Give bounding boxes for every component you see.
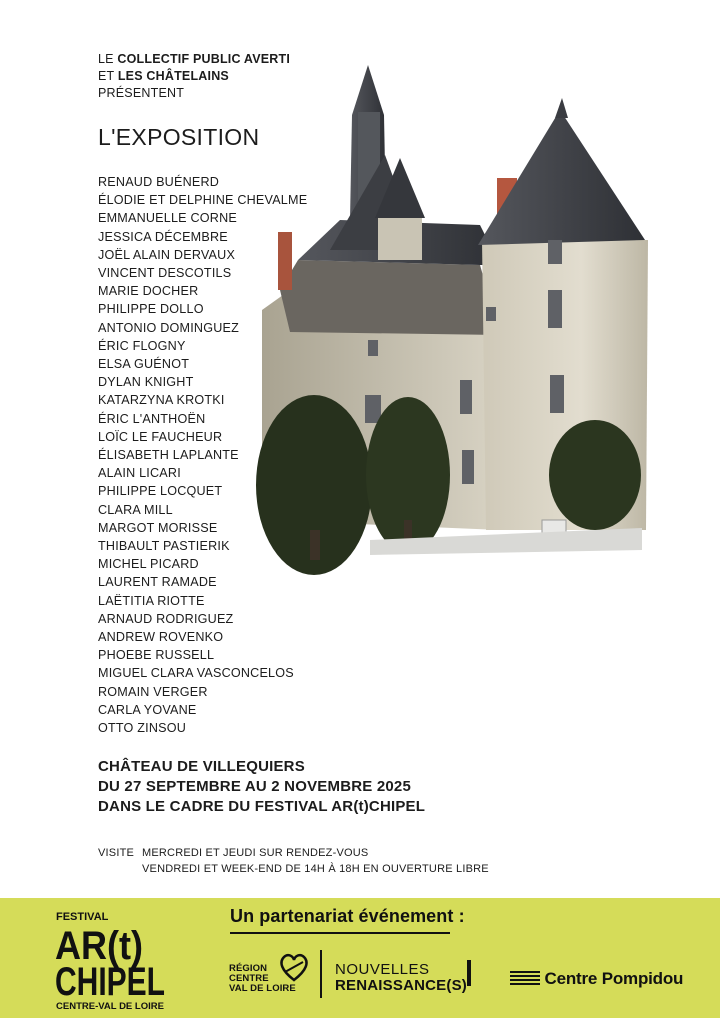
partnership-underline (230, 932, 450, 934)
nouvelles-renaissances-logo: NOUVELLES RENAISSANCE(S) (335, 961, 467, 994)
nouvelles-exclamation-mark (467, 960, 471, 986)
castle-illustration (250, 50, 662, 565)
artist-name: DYLAN KNIGHT (98, 375, 194, 390)
artist-name: MARGOT MORISSE (98, 520, 218, 535)
logo-festival-word: FESTIVAL (56, 911, 109, 923)
artist-name: ANDREW ROVENKO (98, 630, 224, 645)
artist-name: ÉRIC L'ANTHOËN (98, 411, 206, 426)
artist-name: MARIE DOCHER (98, 284, 199, 299)
artist-name: CARLA YOVANE (98, 702, 197, 717)
collectif-name: COLLECTIF PUBLIC AVERTI (117, 52, 291, 66)
artist-name: JESSICA DÉCEMBRE (98, 229, 228, 244)
artist-name: VINCENT DESCOTILS (98, 266, 232, 281)
artist-name: PHOEBE RUSSELL (98, 648, 215, 663)
logo-region-word: CENTRE-VAL DE LOIRE (56, 1001, 164, 1012)
festival-archipel-logo (55, 909, 170, 1011)
logo-art-word: AR(t) (55, 924, 143, 968)
centre-pompidou-logo: Centre Pompidou (510, 969, 683, 989)
venue-dates: DU 27 SEPTEMBRE AU 2 NOVEMBRE 2025 (98, 778, 411, 795)
artist-name: ROMAIN VERGER (98, 684, 208, 699)
artist-name: RENAUD BUÉNERD (98, 175, 220, 189)
presenter-line-3: PRÉSENTENT (98, 86, 185, 100)
artist-name: MIGUEL CLARA VASCONCELOS (98, 666, 294, 681)
artist-name: ÉLISABETH LAPLANTE (98, 448, 239, 463)
artist-name: ÉLODIE ET DELPHINE CHEVALME (98, 193, 308, 208)
artist-name: ARNAUD RODRIGUEZ (98, 611, 234, 626)
artist-name: PHILIPPE LOCQUET (98, 484, 223, 499)
partner-separator (320, 950, 322, 998)
venue-context: DANS LE CADRE DU FESTIVAL AR(t)CHIPEL (98, 798, 426, 815)
artist-name: CLARA MILL (98, 502, 173, 517)
artist-name: JOËL ALAIN DERVAUX (98, 247, 236, 262)
logo-chipel-word: CHIPEL (55, 960, 165, 1004)
venue-block (98, 757, 425, 817)
chatelains-name: LES CHÂTELAINS (117, 69, 229, 83)
artist-name: EMMANUELLE CORNE (98, 211, 237, 226)
artist-name: LAURENT RAMADE (98, 575, 217, 590)
presenter-line-1: LE COLLECTIF PUBLIC AVERTI (98, 52, 291, 66)
artist-name: ANTONIO DOMINGUEZ (98, 320, 240, 335)
exhibition-title: L'EXPOSITION (98, 124, 260, 150)
artist-name: MICHEL PICARD (98, 557, 199, 572)
artist-name: LAËTITIA RIOTTE (98, 593, 205, 608)
artist-name: THIBAULT PASTIERIK (98, 539, 230, 554)
artist-name: OTTO ZINSOU (98, 721, 187, 736)
pompidou-stripes-icon (510, 971, 540, 985)
region-heart-icon (277, 950, 311, 984)
artist-name: ELSA GUÉNOT (98, 357, 190, 372)
visit-info (98, 845, 489, 877)
partnership-heading: Un partenariat événement : (230, 906, 465, 926)
visit-label: VISITE (98, 847, 135, 859)
presenter-line-2: ET LES CHÂTELAINS (98, 69, 229, 83)
artist-name: LOÏC LE FAUCHEUR (98, 429, 223, 444)
artist-name: ÉRIC FLOGNY (98, 338, 186, 353)
visit-line-1: VISITE MERCREDI ET JEUDI SUR RENDEZ-VOUS (98, 847, 369, 859)
visit-line-2: VENDREDI ET WEEK-END DE 14H À 18H EN OUVERTURE LIBRE (142, 863, 489, 875)
venue-place: CHÂTEAU DE VILLEQUIERS (98, 758, 305, 775)
artist-name: KATARZYNA KROTKI (98, 393, 225, 408)
artist-name: PHILIPPE DOLLO (98, 302, 204, 317)
artist-name: ALAIN LICARI (98, 466, 181, 481)
